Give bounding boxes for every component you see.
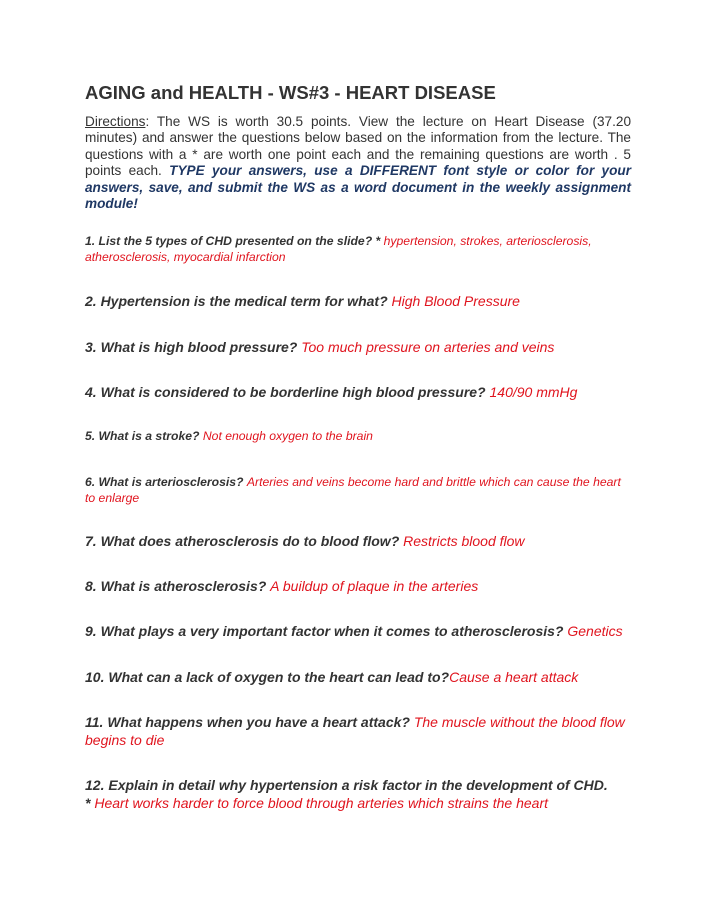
directions-paragraph [85, 114, 631, 212]
question-text: 12. Explain in detail why hypertension a risk factor in the development of CHD. [85, 777, 608, 793]
answer-text: Genetics [567, 623, 623, 639]
answer-text: hypertension, strokes, arteriosclerosis, atherosclerosis, myocardial infarction [85, 234, 592, 264]
question-4 [85, 384, 633, 402]
directions-emphasis: TYPE your answers, use a DIFFERENT font style or color for your answers, save, and submit the WS as a word document in the weekly assignment module! [85, 163, 631, 212]
question-8 [85, 578, 633, 596]
question-6 [85, 475, 633, 506]
question-1 [85, 234, 633, 265]
question-text: 3. What is high blood pressure? [85, 339, 302, 355]
question-10 [85, 669, 633, 687]
page-title: AGING and HEALTH - WS#3 - HEART DISEASE [85, 82, 496, 103]
answer-text: The muscle without the blood flow begins to die [85, 714, 625, 748]
directions-label: Directions [85, 114, 146, 129]
question-3 [85, 339, 633, 357]
question-11 [85, 714, 633, 749]
question-text: 4. What is considered to be borderline high blood pressure? [85, 384, 490, 400]
question-2 [85, 293, 633, 311]
question-text: 7. What does atherosclerosis do to blood flow? [85, 533, 404, 549]
question-asterisk: * [85, 794, 95, 811]
question-5 [85, 429, 633, 445]
question-7 [85, 533, 633, 551]
question-text: 5. What is a stroke? [85, 429, 203, 443]
answer-text: Cause a heart attack [449, 669, 579, 685]
answer-text: Too much pressure on arteries and veins [301, 339, 555, 355]
answer-text: Heart works harder to force blood through arteries which strains the heart [94, 794, 549, 811]
answer-text: Arteries and veins become hard and brittle which can cause the heart to enlarge [85, 475, 621, 505]
question-text: 8. What is atherosclerosis? [85, 578, 271, 594]
question-12 [85, 777, 633, 812]
question-text: 11. What happens when you have a heart attack? [85, 714, 414, 730]
answer-text: Not enough oxygen to the brain [202, 429, 373, 443]
question-text: 1. List the 5 types of CHD presented on the slide? * [85, 234, 384, 248]
directions-text: : The WS is worth 30.5 points. View the lecture on Heart Disease (37.20 minutes) and answer the questions below based on the information from the lecture. The questions with a * are worth one point each and the remaining questions are worth . 5 points each. [85, 114, 631, 179]
answer-text: A buildup of plaque in the arteries [270, 578, 479, 594]
answer-text: Restricts blood flow [403, 533, 525, 549]
question-text: 9. What plays a very important factor when it comes to atherosclerosis? [85, 623, 568, 639]
question-text: 6. What is arteriosclerosis? [85, 475, 247, 489]
question-text: 10. What can a lack of oxygen to the heart can lead to? [85, 669, 450, 685]
question-text: 2. Hypertension is the medical term for what? [85, 293, 392, 309]
question-9 [85, 623, 633, 641]
answer-text: High Blood Pressure [391, 293, 520, 309]
answer-text: 140/90 mmHg [489, 384, 578, 400]
